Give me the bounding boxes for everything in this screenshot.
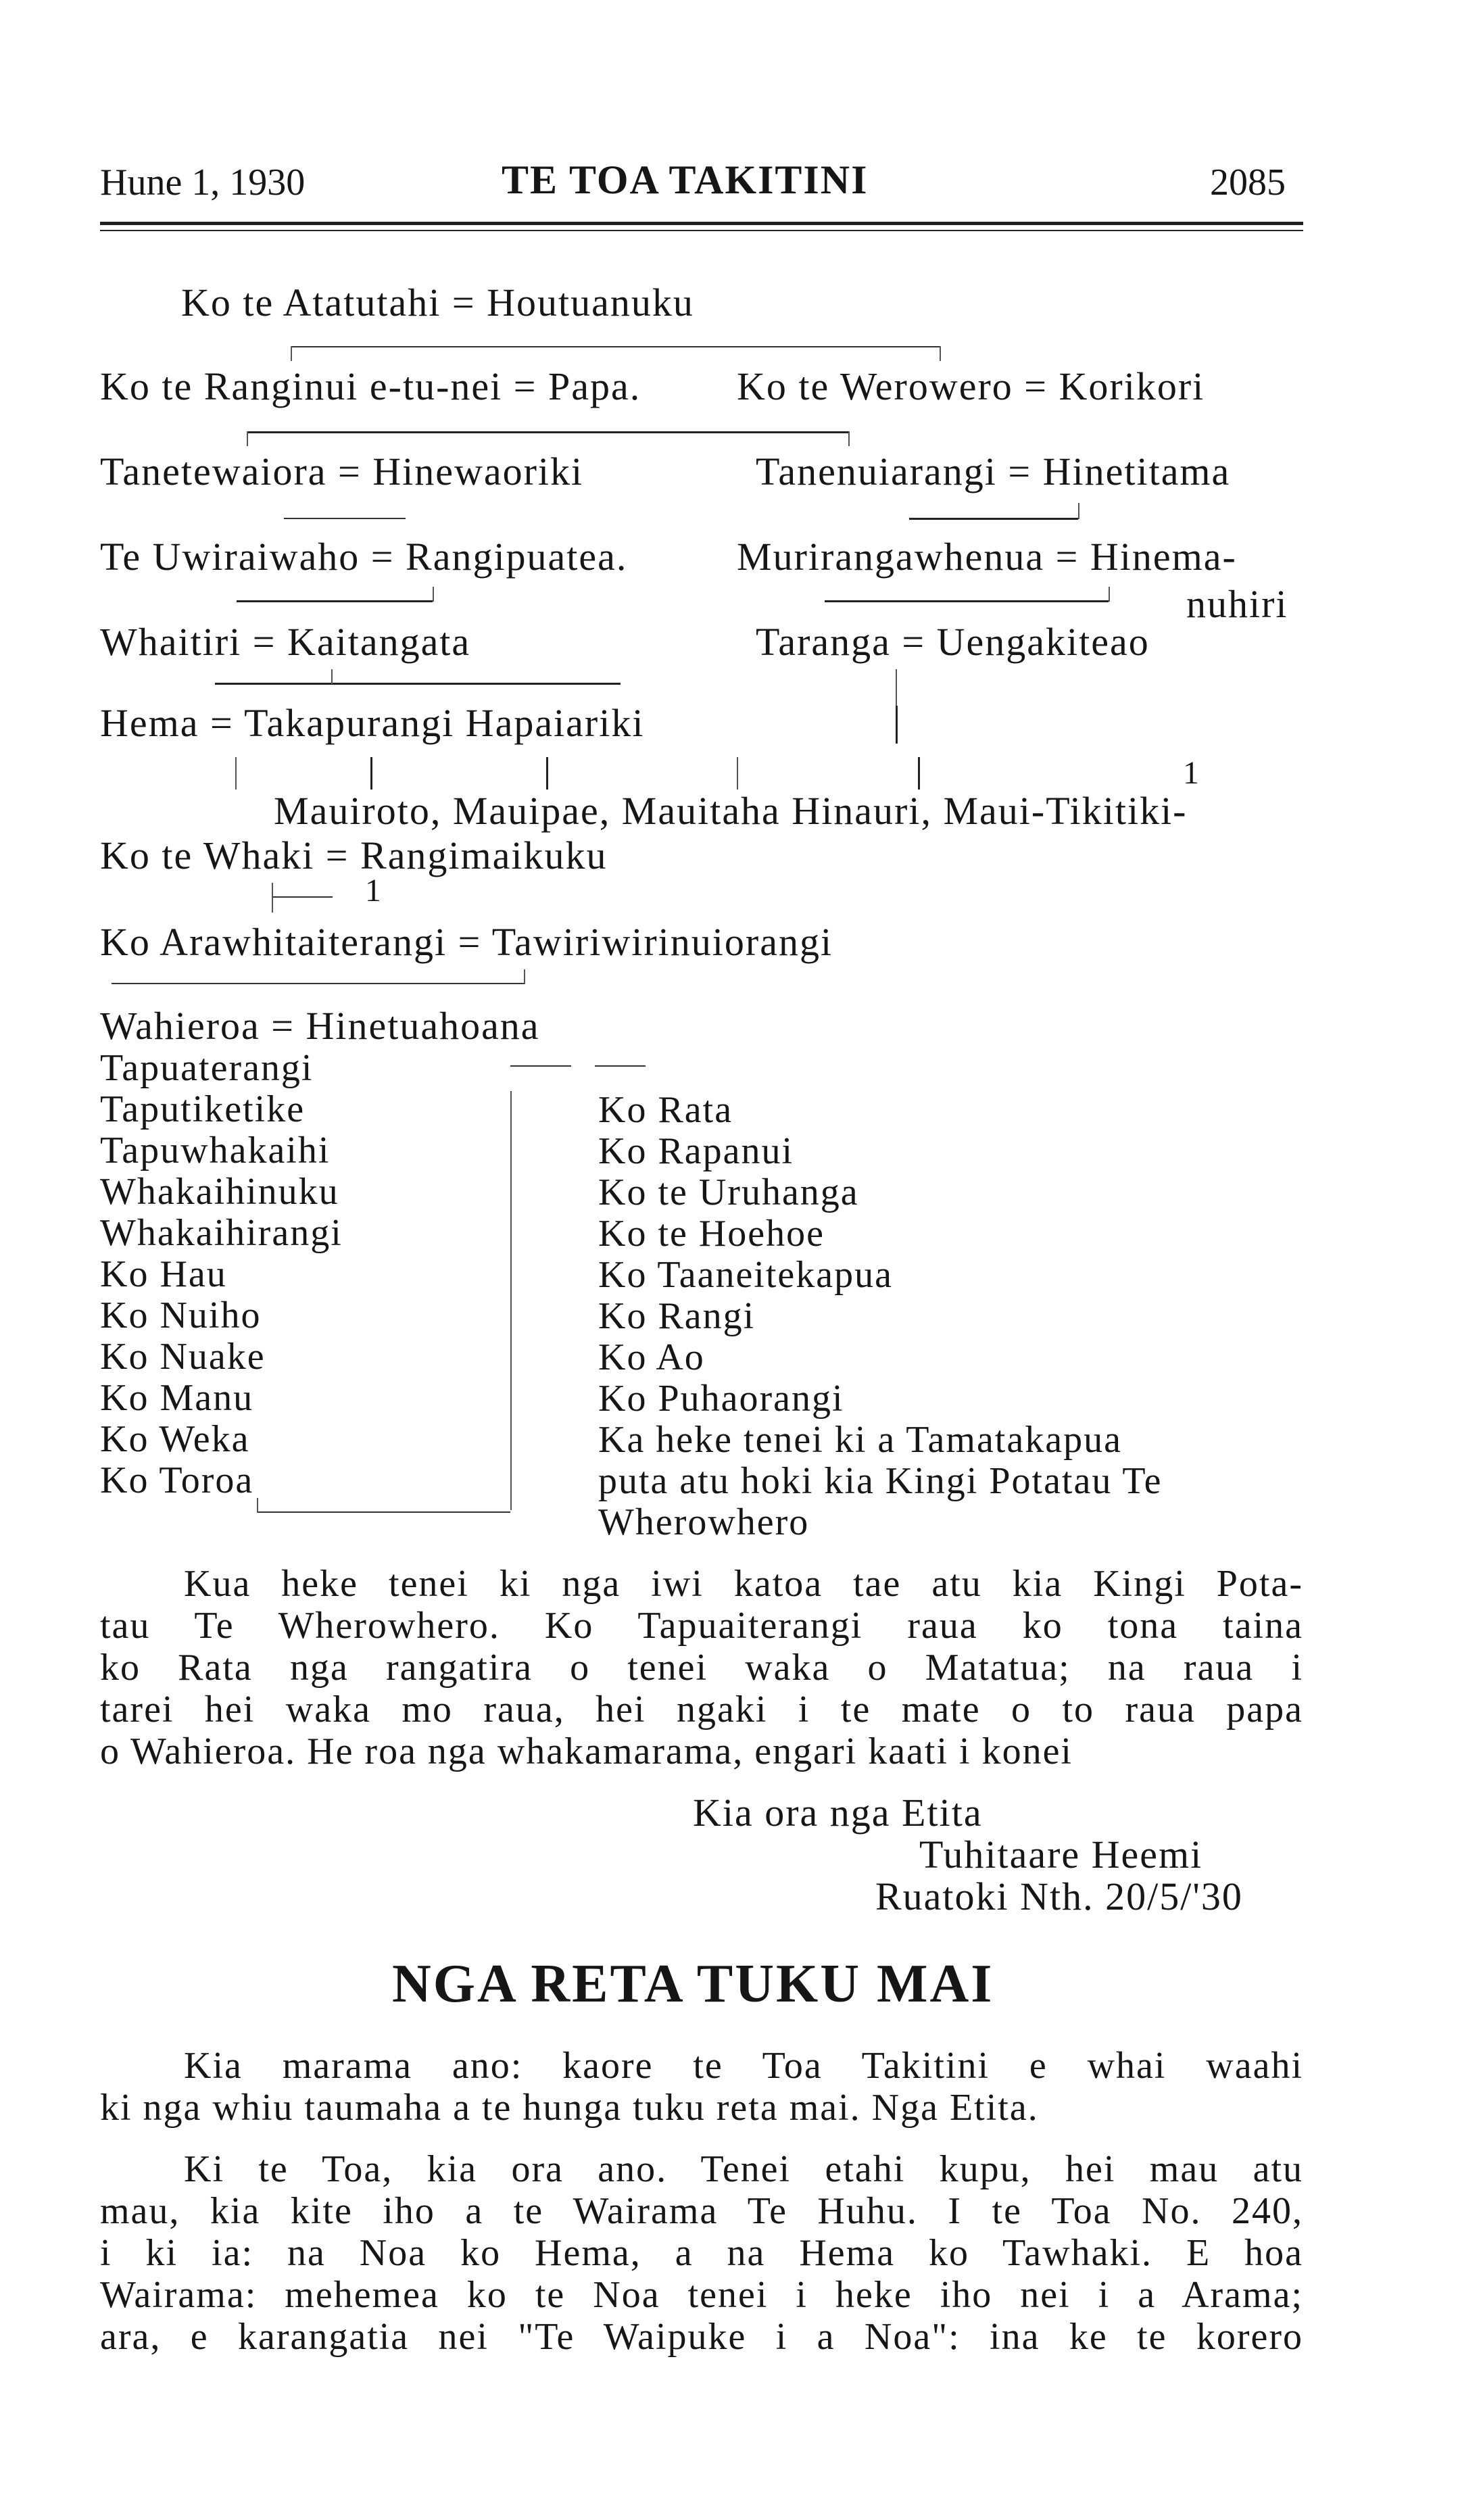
connector	[1109, 587, 1110, 602]
left-column-line: Ko Toroa	[100, 1459, 254, 1501]
paragraph-line: o Wahieroa. He roa nga whakamarama, engari kaati i konei	[100, 1730, 1073, 1772]
genealogy-line-3-right: Tanenuiarangi = Hinetitama	[756, 450, 1231, 493]
right-column-line: Ko Rata	[598, 1089, 733, 1131]
genealogy-line-5-right: Taranga = Uengakiteao	[756, 620, 1150, 664]
connector	[848, 431, 850, 446]
letter-line: Wairama: mehemea ko te Noa tenei i heke iho nei i a Arama;	[100, 2274, 1303, 2316]
left-column-line: Ko Nuake	[100, 1336, 266, 1378]
signature-greeting: Kia ora nga Etita	[693, 1791, 983, 1835]
right-column-line: puta atu hoki kia Kingi Potatau Te	[598, 1460, 1163, 1502]
letter-line: i ki ia: na Noa ko Hema, a na Hema ko Tawhaki. E hoa	[100, 2232, 1303, 2274]
connector	[257, 1498, 258, 1513]
connector	[237, 600, 433, 602]
genealogy-line-8: Ko te Whaki = Rangimaikuku	[100, 833, 608, 877]
connector	[546, 757, 548, 790]
genealogy-line-4-left: Te Uwiraiwaho = Rangipuatea.	[100, 535, 628, 579]
section-title: NGA RETA TUKU MAI	[392, 1954, 994, 2014]
signature-name: Tuhitaare Heemi	[919, 1833, 1203, 1876]
connector	[370, 757, 372, 790]
connector	[272, 896, 333, 898]
notice-line: ki nga whiu taumaha a te hunga tuku reta mai. Nga Etita.	[100, 2087, 1039, 2129]
genealogy-line-1: Ko te Atatutahi = Houtuanuku	[181, 281, 694, 324]
genealogy-line-3-left: Tanetewaiora = Hinewaoriki	[100, 450, 584, 493]
connector	[272, 883, 273, 913]
connector	[524, 969, 525, 984]
left-column-line: Tapuwhakaihi	[100, 1130, 331, 1171]
left-column-line: Tapuaterangi	[100, 1047, 314, 1089]
connector	[331, 669, 333, 684]
genealogy-line-2-left: Ko te Ranginui e-tu-nei = Papa.	[100, 364, 641, 408]
genealogy-line-6-mark: 1	[1183, 755, 1200, 791]
genealogy-line-4-right: Murirangawhenua = Hinema-	[737, 535, 1237, 579]
left-column-line: Taputiketike	[100, 1088, 306, 1130]
connector	[940, 346, 941, 361]
right-column-line: Ko te Uruhanga	[598, 1171, 859, 1213]
left-column-line: Whakaihirangi	[100, 1212, 343, 1254]
connector	[284, 518, 406, 519]
connector	[112, 983, 524, 984]
connector	[247, 431, 248, 446]
right-column-line: Ko Rapanui	[598, 1130, 794, 1172]
connector	[247, 431, 848, 433]
genealogy-line-10: Wahieroa = Hinetuahoana	[100, 1004, 540, 1048]
header-title: TE TOA TAKITINI	[502, 158, 869, 202]
connector	[257, 1511, 510, 1513]
letter-line: mau, kia kite iho a te Wairama Te Huhu. I te Toa No. 240,	[100, 2190, 1303, 2232]
genealogy-line-5-left: Whaitiri = Kaitangata	[100, 620, 471, 664]
header-date: Hune 1, 1930	[100, 162, 306, 203]
connector	[896, 669, 897, 710]
connector	[291, 346, 292, 361]
right-column-line: Ko Rangi	[598, 1295, 756, 1337]
notice-line: Kia marama ano: kaore te Toa Takitini e whai waahi	[184, 2045, 1303, 2087]
letter-line: Ki te Toa, kia ora ano. Tenei etahi kupu, hei mau atu	[184, 2148, 1303, 2190]
header-rule-thin	[100, 230, 1303, 231]
left-column-line: Ko Weka	[100, 1418, 250, 1460]
connector	[595, 1065, 646, 1067]
left-column-line: Ko Nuiho	[100, 1294, 262, 1336]
letter-line: ara, e karangatia nei "Te Waipuke i a Noa": ina ke te korero	[100, 2316, 1303, 2358]
connector	[215, 683, 621, 685]
signature-place-date: Ruatoki Nth. 20/5/'30	[875, 1874, 1243, 1918]
connector	[510, 1065, 571, 1067]
paragraph-line: tarei hei waka mo raua, hei ngaki i te mate o to raua papa	[100, 1689, 1303, 1730]
connector	[1078, 503, 1079, 519]
right-column-line: Wherowhero	[598, 1501, 810, 1543]
right-column-line: Ko Taaneitekapua	[598, 1254, 893, 1296]
left-column-line: Ko Hau	[100, 1253, 227, 1295]
right-column-line: Ko te Hoehoe	[598, 1213, 825, 1255]
left-column-line: Ko Manu	[100, 1377, 254, 1419]
connector	[510, 1091, 512, 1510]
genealogy-line-2-right: Ko te Werowero = Korikori	[737, 364, 1205, 408]
genealogy-line-7: Mauiroto, Mauipae, Mauitaha Hinauri, Maui-Tikitiki-	[274, 789, 1188, 833]
left-column-line: Whakaihinuku	[100, 1171, 339, 1213]
genealogy-line-9: Ko Arawhitaiterangi = Tawiriwirinuiorangi	[100, 920, 833, 964]
connector	[896, 706, 898, 744]
right-column-line: Ko Puhaorangi	[598, 1378, 844, 1420]
connector	[737, 757, 738, 790]
paragraph-line: Kua heke tenei ki nga iwi katoa tae atu kia Kingi Pota-	[184, 1563, 1303, 1605]
connector	[909, 518, 1078, 520]
paragraph-line: tau Te Wherowhero. Ko Tapuaiterangi raua ko tona taina	[100, 1605, 1303, 1647]
paragraph-line: ko Rata nga rangatira o tenei waka o Matatua; na raua i	[100, 1647, 1303, 1689]
right-column-line: Ko Ao	[598, 1336, 705, 1378]
genealogy-line-6: Hema = Takapurangi Hapaiariki	[100, 701, 645, 745]
connector	[433, 587, 434, 602]
header-page: 2085	[1210, 162, 1286, 203]
connector	[235, 757, 237, 790]
connector	[291, 346, 940, 347]
genealogy-line-4-continuation: nuhiri	[1186, 582, 1288, 626]
right-column-line: Ka heke tenei ki a Tamatakapua	[598, 1419, 1122, 1461]
connector	[918, 757, 920, 790]
genealogy-line-8-mark: 1	[365, 873, 383, 908]
connector	[825, 600, 1109, 602]
header-rule	[100, 222, 1303, 225]
